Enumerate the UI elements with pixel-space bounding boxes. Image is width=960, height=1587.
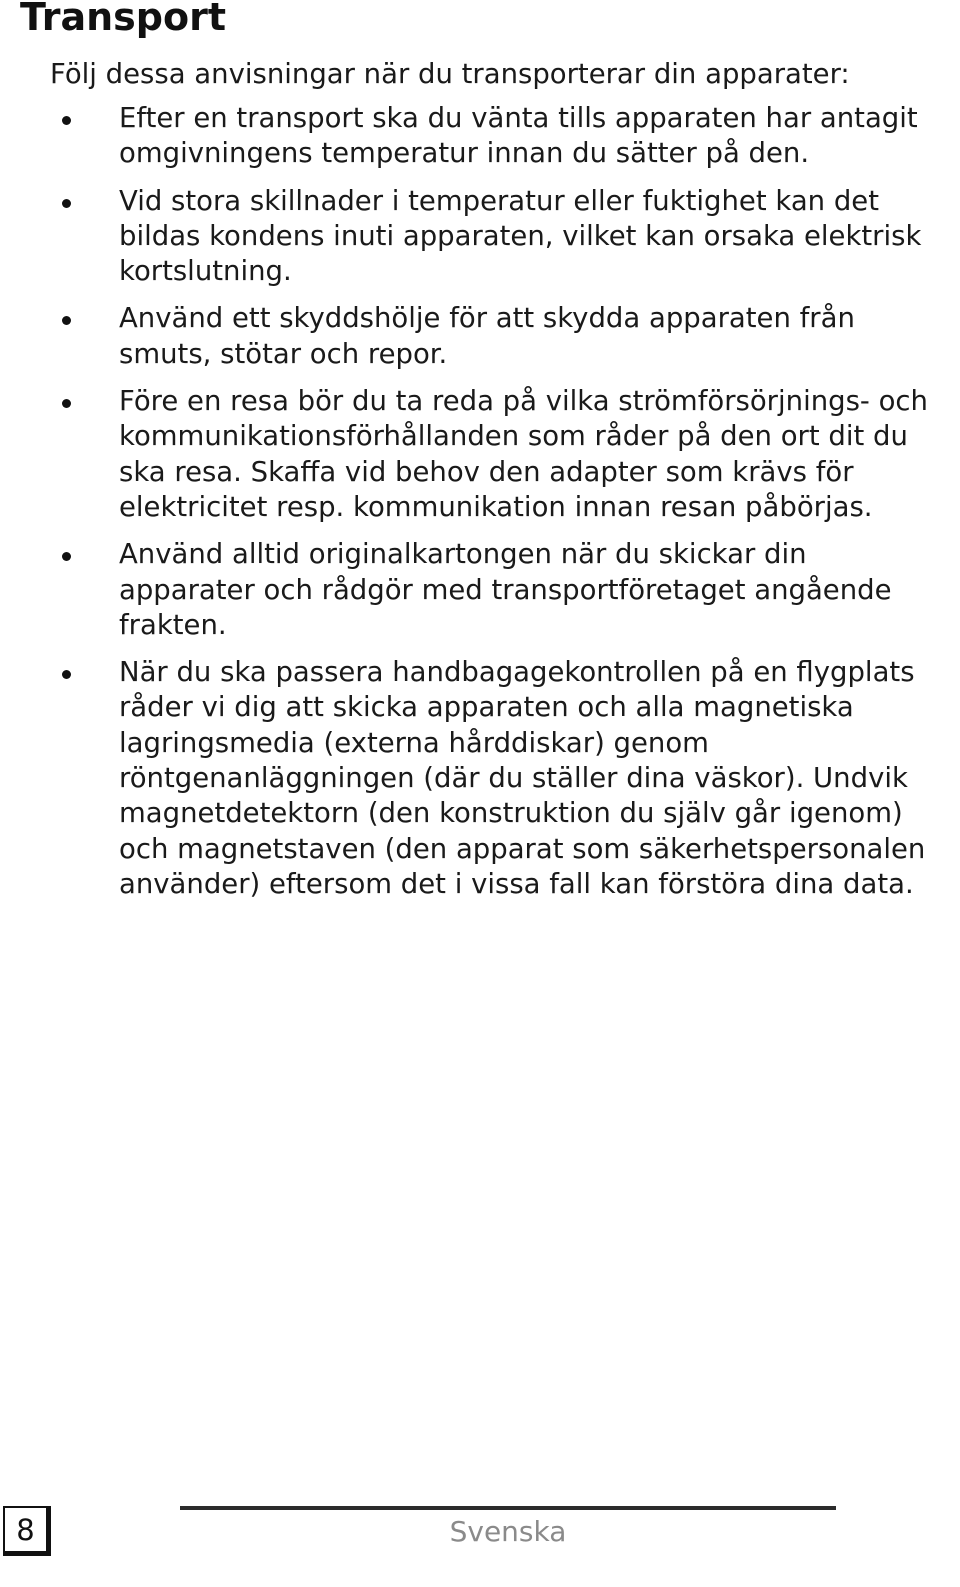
footer-divider xyxy=(180,1506,836,1510)
list-item-text: Använd alltid originalkartongen när du skickar din apparater och rådgör med transportföretaget angående frakten. xyxy=(119,538,892,641)
bullet-icon xyxy=(62,116,71,125)
list-item-text: Vid stora skillnader i temperatur eller fuktighet kan det bildas kondens inuti apparaten, vilket kan orsaka elektrisk kortslutning. xyxy=(119,184,922,288)
list-item xyxy=(0,537,960,643)
bullet-icon xyxy=(62,316,71,325)
list-item xyxy=(0,655,960,902)
list-item-text: Före en resa bör du ta reda på vilka strömförsörjnings- och kommunikationsförhållanden som råder på den ort dit du ska resa. Skaffa vid behov den adapter som krävs för elektricitet resp. kommunikation innan resan påbörjas. xyxy=(119,385,928,523)
bullet-icon xyxy=(62,199,71,208)
footer-language-label: Svenska xyxy=(449,1515,567,1548)
bullet-icon xyxy=(62,670,71,679)
list-item xyxy=(0,101,960,172)
intro-text: Följ dessa anvisningar när du transporterar din apparater: xyxy=(50,58,850,90)
page-title: Transport xyxy=(20,0,227,39)
bullet-icon xyxy=(62,399,71,408)
list-item-text: När du ska passera handbagagekontrollen på en flygplats råder vi dig att skicka apparaten och alla magnetiska lagringsmedia (externa hårddiskar) genom röntgenanläggningen (där du ställer dina väskor). Undvik magnetdetektorn (den konstruktion du själv går igenom) och magnetstaven (den apparat som säkerhetspersonalen använder) eftersom det i vissa fall kan förstöra dina data. xyxy=(119,656,926,900)
bullet-icon xyxy=(62,552,71,561)
page-number: 8 xyxy=(3,1506,51,1556)
list-item-text: Använd ett skyddshölje för att skydda apparaten från smuts, stötar och repor. xyxy=(119,302,855,370)
list-item-text: Efter en transport ska du vänta tills apparaten har antagit omgivningens temperatur innan du sätter på den. xyxy=(119,102,918,170)
list-item xyxy=(0,384,960,525)
transport-instructions-list xyxy=(0,101,960,914)
list-item xyxy=(0,184,960,290)
list-item xyxy=(0,301,960,372)
